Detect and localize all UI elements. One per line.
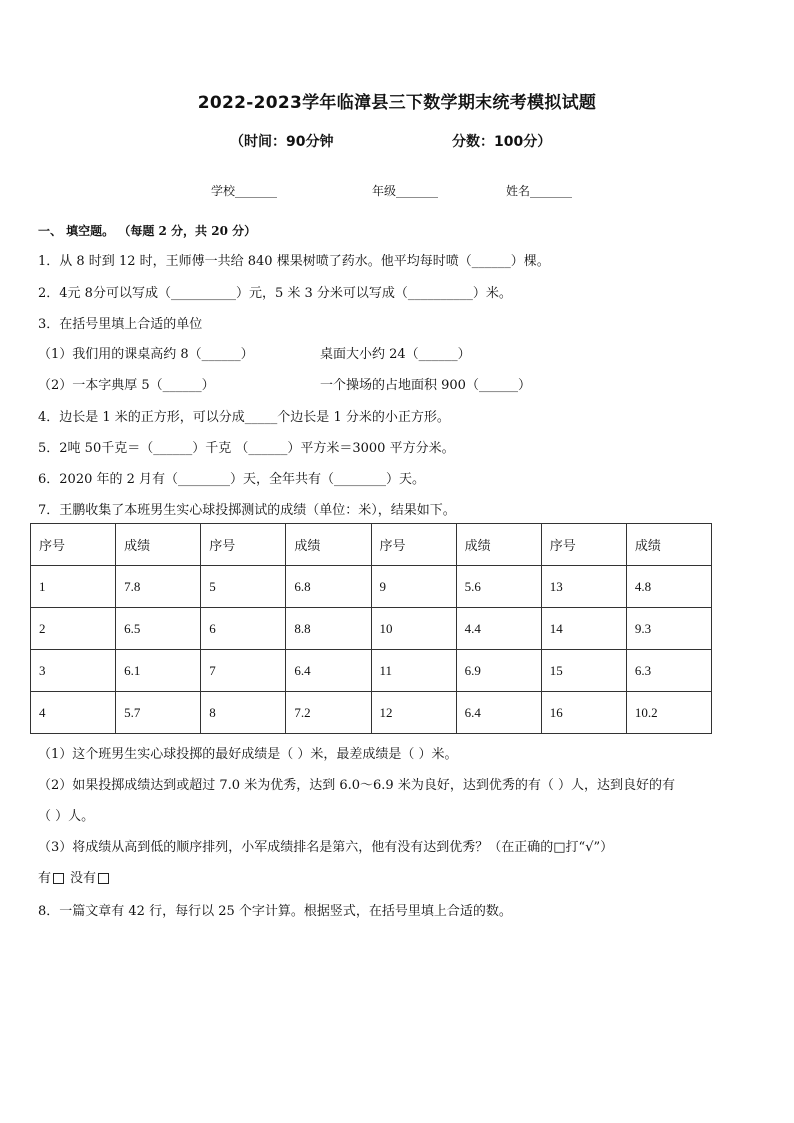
question-3-1a: （1）我们用的课桌高约 8（______） <box>38 347 254 362</box>
table-cell: 序号 <box>541 524 626 566</box>
school-field: 学校_______ <box>211 184 278 198</box>
question-6: 6．2020 年的 2 月有（________）天，全年共有（________）天。 <box>38 472 426 487</box>
table-cell: 6.9 <box>456 650 541 692</box>
table-cell: 10 <box>371 608 456 650</box>
table-cell: 7.8 <box>116 566 201 608</box>
table-cell: 6 <box>201 608 286 650</box>
question-8: 8．一篇文章有 42 行，每行以 25 个字计算。根据竖式，在括号里填上合适的数。 <box>38 904 512 919</box>
table-cell: 6.4 <box>286 650 371 692</box>
table-cell: 7 <box>201 650 286 692</box>
question-3-1b: 桌面大小约 24（______） <box>320 347 471 362</box>
table-cell: 6.5 <box>116 608 201 650</box>
table-cell: 13 <box>541 566 626 608</box>
table-cell: 16 <box>541 692 626 734</box>
question-7-options <box>38 867 115 886</box>
question-3-2a: （2）一本字典厚 5（______） <box>38 378 215 393</box>
question-3: 3．在括号里填上合适的单位 <box>38 317 203 332</box>
question-7-3: （3）将成绩从高到低的顺序排列，小军成绩排名是第六，他有没有达到优秀？（在正确的□打“√”） <box>38 840 614 855</box>
table-cell: 3 <box>31 650 116 692</box>
table-header-row <box>31 524 712 566</box>
table-cell: 6.8 <box>286 566 371 608</box>
table-cell: 9 <box>371 566 456 608</box>
time-label: （时间：90分钟 <box>230 134 334 150</box>
table-cell: 5.6 <box>456 566 541 608</box>
table-cell: 2 <box>31 608 116 650</box>
table-row <box>31 566 712 608</box>
table-cell: 6.3 <box>626 650 711 692</box>
section-heading: 一、 填空题。 （每题 2 分，共 20 分） <box>38 224 257 238</box>
table-cell: 序号 <box>31 524 116 566</box>
table-cell: 8 <box>201 692 286 734</box>
table-row <box>31 608 712 650</box>
question-7-2a: （2）如果投掷成绩达到或超过 7.0 米为优秀，达到 6.0～6.9 米为良好，达到优秀的有（ ）人，达到良好的有 <box>38 778 675 793</box>
table-cell: 9.3 <box>626 608 711 650</box>
table-cell: 6.4 <box>456 692 541 734</box>
table-cell: 15 <box>541 650 626 692</box>
question-2: 2．4元 8分可以写成（__________）元，5 米 3 分米可以写成（__________）米。 <box>38 286 512 301</box>
question-4: 4．边长是 1 米的正方形，可以分成_____个边长是 1 分米的小正方形。 <box>38 410 450 425</box>
table-cell: 14 <box>541 608 626 650</box>
table-cell: 5.7 <box>116 692 201 734</box>
grade-field: 年级_______ <box>372 184 439 198</box>
option-yes-label: 有 <box>38 871 52 886</box>
table-cell: 12 <box>371 692 456 734</box>
question-5: 5．2吨 50千克＝（______）千克 （______）平方米＝3000 平方分米。 <box>38 441 455 456</box>
table-cell: 成绩 <box>456 524 541 566</box>
question-7-1: （1）这个班男生实心球投掷的最好成绩是（ ）米，最差成绩是（ ）米。 <box>38 747 458 762</box>
table-cell: 7.2 <box>286 692 371 734</box>
table-cell: 1 <box>31 566 116 608</box>
score-label: 分数：100分） <box>452 134 552 150</box>
table-row <box>31 650 712 692</box>
table-cell: 序号 <box>201 524 286 566</box>
table-cell: 10.2 <box>626 692 711 734</box>
table-cell: 11 <box>371 650 456 692</box>
scores-table <box>30 523 712 734</box>
table-row <box>31 692 712 734</box>
question-3-2b: 一个操场的占地面积 900（______） <box>320 378 531 393</box>
table-cell: 成绩 <box>626 524 711 566</box>
table-cell: 成绩 <box>116 524 201 566</box>
table-cell: 4.8 <box>626 566 711 608</box>
option-no-label: 没有 <box>70 871 97 886</box>
table-cell: 6.1 <box>116 650 201 692</box>
option-yes-checkbox[interactable] <box>53 873 64 884</box>
table-cell: 8.8 <box>286 608 371 650</box>
table-cell: 成绩 <box>286 524 371 566</box>
table-cell: 5 <box>201 566 286 608</box>
table-cell: 4.4 <box>456 608 541 650</box>
question-7-2b: （ ）人。 <box>38 809 95 824</box>
table-cell: 4 <box>31 692 116 734</box>
question-7: 7．王鹏收集了本班男生实心球投掷测试的成绩（单位：米），结果如下。 <box>38 503 456 518</box>
table-cell: 序号 <box>371 524 456 566</box>
question-1: 1．从 8 时到 12 时，王师傅一共给 840 棵果树喷了药水。他平均每时喷（______）棵。 <box>38 254 550 269</box>
name-field: 姓名_______ <box>506 184 573 198</box>
page-title: 2022-2023学年临漳县三下数学期末统考模拟试题 <box>197 93 597 113</box>
option-no-checkbox[interactable] <box>98 873 109 884</box>
